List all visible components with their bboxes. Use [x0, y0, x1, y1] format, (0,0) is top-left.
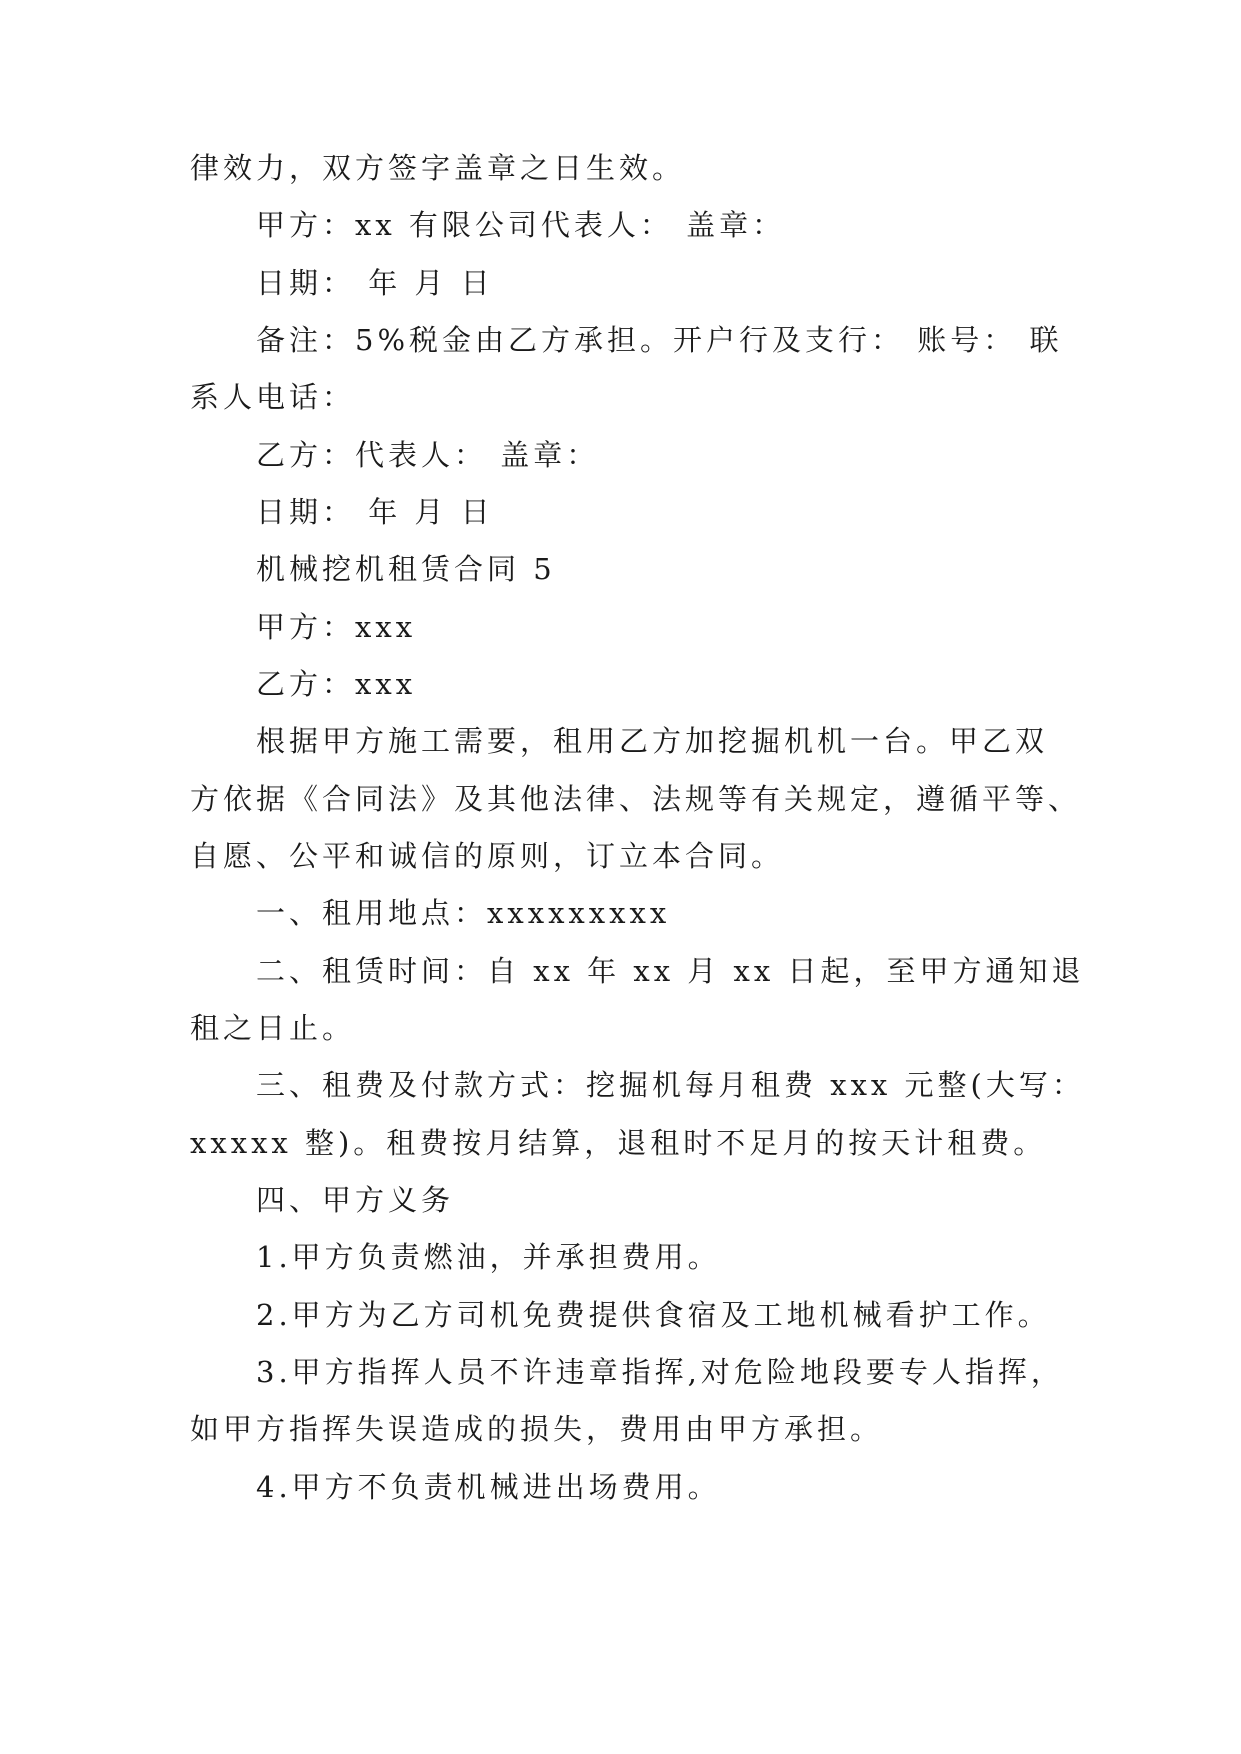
- text-line: 方依据《合同法》及其他法律、法规等有关规定，遵循平等、: [190, 782, 1082, 816]
- text-line: 系人电话：: [190, 380, 356, 414]
- text-line: 如甲方指挥失误造成的损失，费用由甲方承担。: [190, 1412, 884, 1446]
- text-line: 律效力，双方签字盖章之日生效。: [190, 151, 686, 185]
- text-line: 备注：5%税金由乙方承担。开户行及支行： 账号： 联: [256, 323, 1063, 357]
- text-line: 四、甲方义务: [256, 1183, 455, 1217]
- text-line: 3.甲方指挥人员不许违章指挥,对危险地段要专人指挥，: [256, 1355, 1064, 1389]
- text-line: 自愿、公平和诚信的原则，订立本合同。: [190, 839, 785, 873]
- text-line: 乙方：代表人： 盖章：: [256, 438, 600, 472]
- text-line: 一、租用地点：xxxxxxxxx: [256, 896, 671, 930]
- text-line: 租之日止。: [190, 1011, 356, 1045]
- text-line: 根据甲方施工需要，租用乙方加挖掘机机一台。甲乙双: [256, 724, 1049, 758]
- text-line: 甲方：xxx: [256, 610, 417, 644]
- text-line: 三、租费及付款方式：挖掘机每月租费 xxx 元整(大写：: [256, 1068, 1085, 1102]
- text-line: 乙方：xxx: [256, 667, 417, 701]
- text-line: 1.甲方负责燃油，并承担费用。: [256, 1240, 721, 1274]
- text-line: 2.甲方为乙方司机免费提供食宿及工地机械看护工作。: [256, 1298, 1051, 1332]
- text-line: 二、租赁时间：自 xx 年 xx 月 xx 日起，至甲方通知退: [256, 954, 1085, 988]
- text-line: 日期： 年 月 日: [256, 266, 494, 300]
- text-line: xxxxx 整)。租费按月结算，退租时不足月的按天计租费。: [190, 1126, 1047, 1160]
- text-line: 4.甲方不负责机械进出场费用。: [256, 1470, 721, 1504]
- section-heading: 机械挖机租赁合同 5: [256, 552, 556, 586]
- text-line: 甲方：xx 有限公司代表人： 盖章：: [256, 208, 786, 242]
- text-line: 日期： 年 月 日: [256, 495, 494, 529]
